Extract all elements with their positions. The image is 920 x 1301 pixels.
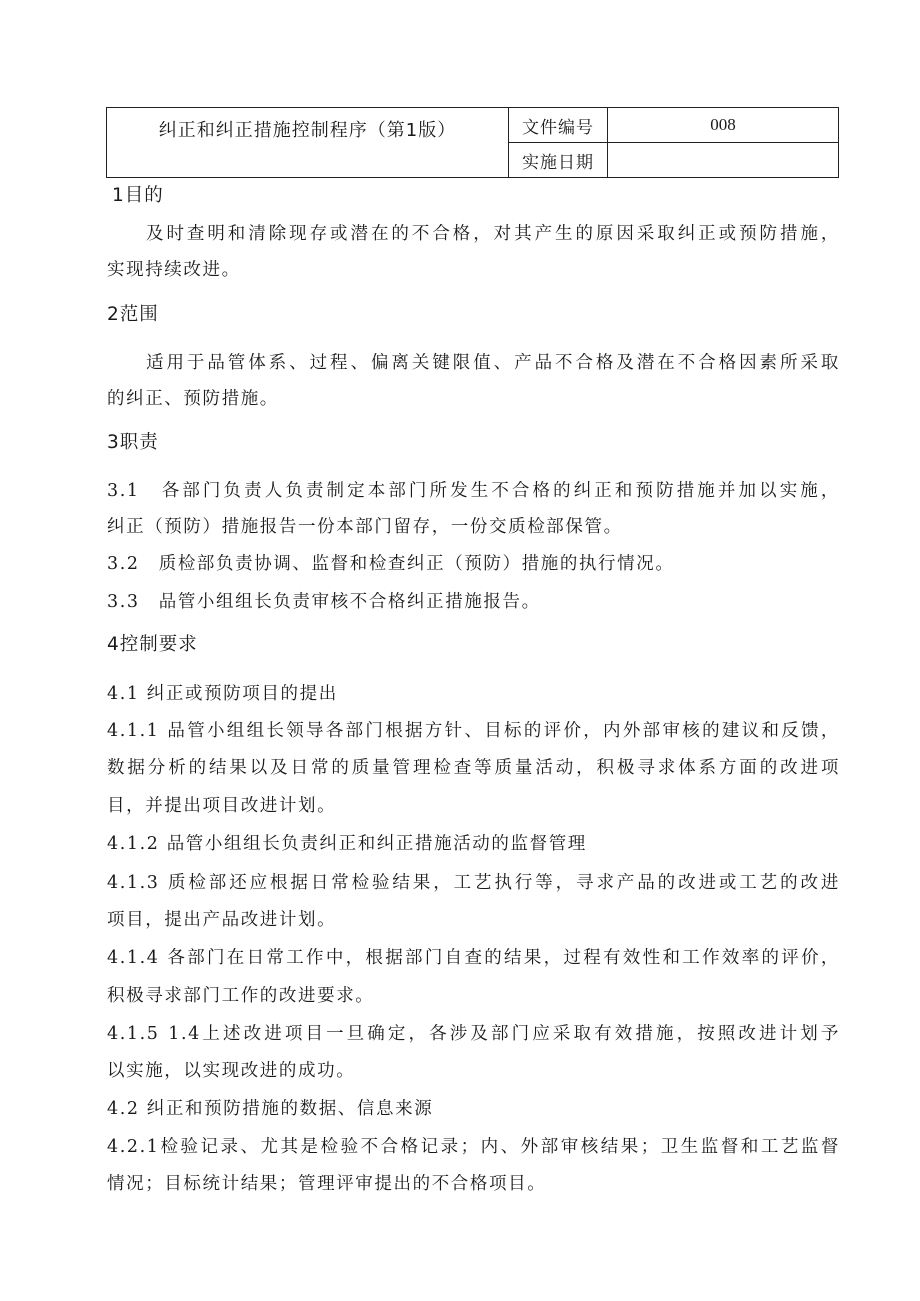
paragraph-line: 4.1.2 品管小组组长负责纠正和纠正措施活动的监督管理 (107, 834, 587, 854)
paragraph-line: 实现持续改进。 (107, 260, 241, 280)
paragraph-line: 情况；目标统计结果；管理评审提出的不合格项目。 (107, 1174, 547, 1194)
paragraph-line: 4.1.1 品管小组组长领导各部门根据方针、目标的评价，内外部审核的建议和反馈， (107, 721, 840, 741)
paragraph-line: 数据分析的结果以及日常的质量管理检查等质量活动，积极寻求体系方面的改进项 (107, 758, 840, 778)
section-heading-control-requirements: 4控制要求 (107, 634, 198, 655)
paragraph-line: 4.2.1检验记录、尤其是检验不合格记录；内、外部审核结果；卫生监督和工艺监督 (107, 1137, 840, 1157)
effective-date-value (608, 143, 839, 178)
section-heading-responsibilities: 3职责 (107, 432, 159, 453)
paragraph-line: 4.1 纠正或预防项目的提出 (107, 684, 338, 704)
effective-date-label: 实施日期 (509, 143, 608, 178)
paragraph-line: 4.1.3 质检部还应根据日常检验结果，工艺执行等，寻求产品的改进或工艺的改进 (107, 873, 840, 893)
paragraph-line: 4.1.4 各部门在日常工作中，根据部门自查的结果，过程有效性和工作效率的评价， (107, 948, 840, 968)
paragraph-line: 4.1.5 1.4上述改进项目一旦确定，各涉及部门应采取有效措施，按照改进计划予 (107, 1024, 840, 1044)
section-heading-scope: 2范围 (107, 304, 159, 325)
paragraph-line: 积极寻求部门工作的改进要求。 (107, 986, 375, 1006)
paragraph-line: 3.1 各部门负责人负责制定本部门所发生不合格的纠正和预防措施并加以实施， (107, 481, 840, 501)
doc-number-label: 文件编号 (509, 108, 608, 143)
paragraph-line: 3.2 质检部负责协调、监督和检查纠正（预防）措施的执行情况。 (107, 554, 675, 574)
document-title: 纠正和纠正措施控制程序（第1版） (107, 108, 509, 178)
doc-number-value: 008 (608, 108, 839, 143)
section-heading-purpose: 1目的 (112, 185, 164, 206)
paragraph-line: 及时查明和清除现存或潜在的不合格，对其产生的原因采取纠正或预防措施， (146, 224, 840, 244)
paragraph-line: 的纠正、预防措施。 (107, 389, 279, 409)
paragraph-line: 目，并提出项目改进计划。 (107, 796, 337, 816)
paragraph-line: 纠正（预防）措施报告一份本部门留存，一份交质检部保管。 (107, 517, 623, 537)
paragraph-line: 项目，提出产品改进计划。 (107, 910, 337, 930)
document-header-table (106, 107, 839, 178)
paragraph-line: 3.3 品管小组组长负责审核不合格纠正措施报告。 (107, 592, 541, 612)
paragraph-line: 4.2 纠正和预防措施的数据、信息来源 (107, 1099, 434, 1119)
paragraph-line: 适用于品管体系、过程、偏离关键限值、产品不合格及潜在不合格因素所采取 (146, 353, 840, 373)
paragraph-line: 以实施，以实现改进的成功。 (107, 1061, 356, 1081)
